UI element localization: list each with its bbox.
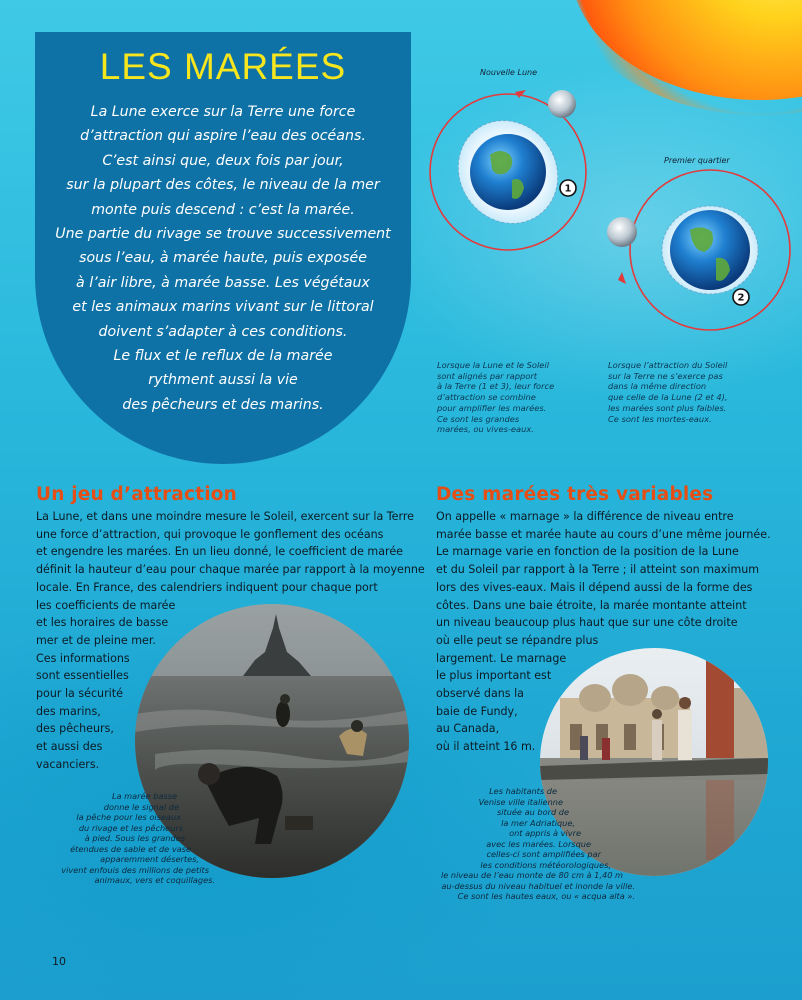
caption-line: celles-ci sont amplifiées par [486, 849, 601, 859]
caption-line: animaux, vers et coquillages. [94, 875, 215, 885]
text-line: locale. En France, des calendriers indiquent pour chaque port [36, 580, 378, 594]
caption-line: sur la Terre ne s’exerce pas [608, 370, 723, 381]
caption-line: au-dessus du niveau habituel et inonde la ville. [441, 880, 635, 891]
moon-icon [548, 90, 576, 118]
text-line: et du Soleil par rapport à la Terre ; il atteint son maximum [436, 563, 760, 577]
marker-2-label: 2 [737, 292, 745, 304]
text-line: un niveau beaucoup plus haut que sur une côte droite [436, 616, 738, 630]
label-first-quarter: Premier quartier [664, 156, 730, 165]
intro-line: doivent s’adapter à ces conditions. [98, 323, 348, 340]
caption-line: Les habitants de [489, 786, 557, 796]
section-text-variables [436, 508, 771, 756]
caption-line: avec les marées. Lorsque [486, 838, 591, 849]
text-line: Ces informations [36, 651, 130, 665]
text-line: où elle peut se répandre plus [436, 633, 599, 647]
moon-icon [607, 217, 637, 247]
tide-diagram [420, 60, 802, 340]
caption-line: Lorsque l’attraction du Soleil [608, 360, 728, 370]
intro-panel [35, 32, 411, 464]
text-line: On appelle « marnage » la différence de niveau entre [436, 510, 734, 523]
caption-line: apparemment désertes, [100, 854, 199, 864]
intro-line: des pêcheurs et des marins. [122, 396, 324, 413]
intro-line: à l’air libre, à marée basse. Les végétaux [76, 274, 370, 291]
caption-line: les marées sont plus faibles. [608, 402, 727, 413]
caption-line: située au bord de [496, 807, 569, 817]
caption-line: à la Terre (1 et 3), leur force [437, 381, 555, 392]
text-line: marée basse et marée haute au cours d’une même journée. [436, 527, 771, 541]
marker-1-label: 1 [564, 183, 572, 195]
caption-line: ont appris à vivre [509, 828, 581, 838]
caption-line: Ce sont les mortes-eaux. [608, 413, 712, 424]
caption-line: dans la même direction [608, 381, 707, 392]
caption-line: étendues de sable et de vase [70, 843, 191, 854]
text-line: le plus important est [436, 669, 552, 683]
text-line: des marins, [36, 704, 101, 718]
page-title: LES MARÉES [99, 46, 347, 87]
page-number: 10 [52, 955, 66, 968]
label-new-moon: Nouvelle Lune [480, 68, 538, 77]
text-line: lors des vives-eaux. Mais il dépend aussi de la forme des [436, 580, 753, 594]
caption-line: Lorsque la Lune et le Soleil [437, 360, 550, 370]
intro-line: rythment aussi la vie [148, 372, 298, 389]
caption-line: la pêche pour les oiseaux [76, 812, 181, 822]
caption-line: vivent enfouis des millions de petits [61, 864, 209, 875]
earth-icon [670, 210, 750, 290]
orbit-first-quarter [607, 170, 790, 330]
caption-line: Ce sont les grandes [437, 413, 520, 424]
intro-line: sous l’eau, à marée haute, puis exposée [79, 250, 367, 267]
intro-paragraph [43, 100, 403, 417]
caption-line: donne le signal de [103, 801, 179, 812]
intro-line: d’attraction qui aspire l’eau des océans. [80, 128, 366, 145]
section-text-attraction [36, 508, 425, 774]
tide-diagram-graphic [420, 60, 802, 340]
caption-line: à pied. Sous les grandes [84, 833, 185, 843]
intro-line: monte puis descend : c’est la marée. [91, 201, 355, 218]
text-line: Le marnage varie en fonction de la position de la Lune [436, 545, 739, 559]
text-line: mer et de pleine mer. [36, 633, 156, 647]
caption-line: du rivage et les pêcheurs [78, 822, 183, 833]
caption-line: pour amplifier les marées. [437, 402, 547, 413]
caption-line: Ce sont les hautes eaux, ou « acqua alta ». [457, 891, 635, 901]
text-line: observé dans la [436, 687, 524, 701]
diagram-caption-right [608, 360, 728, 424]
text-line: et aussi des [36, 740, 103, 754]
caption-line: marées, ou vives-eaux. [437, 424, 534, 435]
text-line: au Canada, [436, 722, 500, 736]
section-title-variables: Des marées très variables [436, 484, 714, 505]
text-line: où il atteint 16 m. [436, 740, 536, 754]
intro-line: sur la plupart des côtes, le niveau de la mer [66, 177, 380, 194]
text-line: et les horaires de basse [36, 616, 169, 630]
text-line: des pêcheurs, [36, 722, 114, 736]
text-line: côtes. Dans une baie étroite, la marée montante atteint [436, 598, 747, 612]
intro-line: et les animaux marins vivant sur le littoral [72, 299, 374, 316]
caption-line: sont alignés par rapport [437, 370, 538, 381]
orbit-new-moon [430, 90, 586, 250]
photo-caption-venice [430, 786, 635, 902]
caption-line: le niveau de l’eau monte de 80 cm à 1,40 m [440, 870, 623, 880]
intro-line: La Lune exerce sur la Terre une force [90, 104, 356, 120]
diagram-caption-left [437, 360, 554, 435]
caption-line: La marée basse [111, 791, 177, 801]
earth-icon [470, 134, 546, 210]
text-line: pour la sécurité [36, 687, 123, 701]
text-line: La Lune, et dans une moindre mesure le Soleil, exercent sur la Terre [36, 510, 414, 523]
caption-line: d’attraction se combine [437, 392, 536, 403]
caption-line: Venise ville italienne [478, 796, 563, 807]
text-line: sont essentielles [36, 669, 129, 683]
intro-line: Le flux et le reflux de la marée [113, 348, 333, 365]
section-title-attraction: Un jeu d’attraction [36, 484, 238, 505]
text-line: les coefficients de marée [36, 598, 176, 612]
text-line: vacanciers. [36, 757, 100, 771]
text-line: définit la hauteur d’eau pour chaque marée par rapport à la moyenne [36, 563, 425, 577]
text-line: largement. Le marnage [436, 651, 567, 665]
text-line: une force d’attraction, qui provoque le gonflement des océans [36, 527, 384, 541]
intro-line: Une partie du rivage se trouve successivement [55, 226, 391, 243]
text-line: et engendre les marées. En un lieu donné, le coefficient de marée [36, 545, 404, 559]
caption-line: les conditions météorologiques, [480, 859, 611, 870]
caption-line: que celle de la Lune (2 et 4), [608, 392, 728, 403]
intro-line: C’est ainsi que, deux fois par jour, [102, 152, 344, 169]
photo-caption-low-tide [45, 791, 215, 886]
caption-line: la mer Adriatique, [501, 817, 575, 828]
text-line: baie de Fundy, [436, 704, 518, 718]
